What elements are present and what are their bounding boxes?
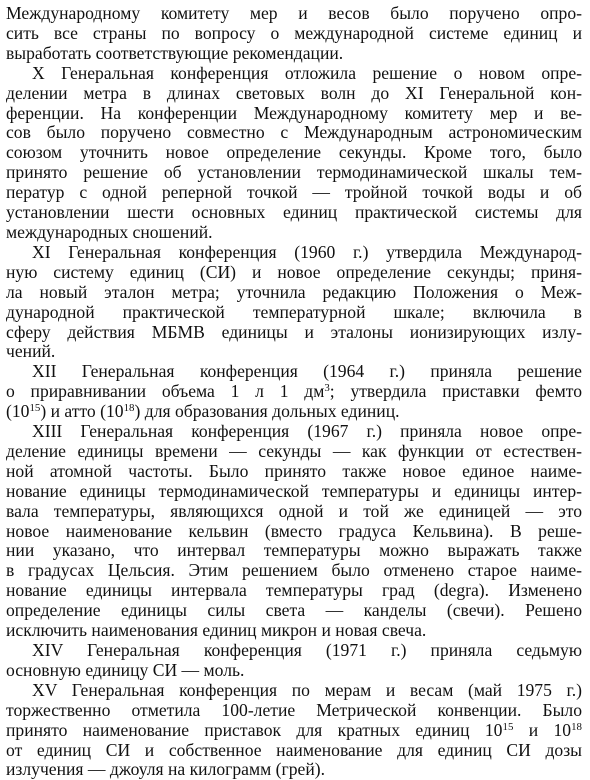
text-line: нии указано, что интервал температуры можно выражать также [6, 540, 582, 561]
text-line: выработать соответствующие рекомендации. [6, 42, 344, 63]
text-line: чений. [6, 341, 56, 362]
text-line: новое наименование кельвин (вместо градуса Кельвина). В реше- [6, 520, 582, 541]
text-line: исключить наименования единиц микрон и новая свеча. [6, 620, 427, 641]
text-line: союзом уточнить новое определение секунды. Кроме того, было [6, 142, 582, 163]
text-line: $(10^{15})$ и атто $(10^{18})$ для образования дольных единиц. [6, 401, 400, 422]
paragraph-2 [6, 64, 582, 243]
text-line: от единиц СИ и собственное наименование для единиц СИ дозы [6, 739, 582, 760]
text-line: установлении шести основных единиц практической системы для [6, 202, 582, 223]
paragraph-3 [6, 243, 582, 362]
text-line: ператур с одной реперной точкой — тройной точкой воды и об [6, 182, 582, 203]
text-line: X Генеральная конференция отложила решение о новом опре- [32, 62, 582, 83]
text-line: XIV Генеральная конференция (1971 г.) приняла седьмую [32, 640, 582, 660]
text-line: нование единицы термодинамической температуры и единицы интер- [6, 480, 582, 501]
text-line: ференции. На конференции Международному комитету мер и ве- [6, 102, 582, 123]
text-line: сферу действия МБМВ единицы и эталоны ионизирующих излу- [6, 321, 582, 342]
text-line: дународной практической температурной шкале; включила в [6, 301, 582, 322]
text-line: ной атомной частоты. Было принято также новое единое наиме- [6, 460, 582, 481]
text-line: нование единицы интервала температуры град (degra). Изменено [6, 580, 582, 601]
text-line: сить все страны по вопросу о международной системе единиц и [6, 22, 582, 43]
text-line: XII Генеральная конференция (1964 г.) приняла решение [32, 361, 582, 382]
text-line: сов было поручено совместно с Международным астрономическим [6, 122, 582, 143]
paragraph-5 [6, 422, 582, 641]
paragraph-4 [6, 362, 582, 422]
text-line: определение единицы силы света — канделы (свечи). Решено [6, 600, 582, 621]
text-line: принято наименование приставок для кратных единиц $10^{15}$ и $10^{18}$ [6, 719, 582, 740]
text-line: XIII Генеральная конференция (1967 г.) приняла новое опре- [32, 421, 582, 442]
text-line: XI Генеральная конференция (1960 г.) утвердила Международ- [32, 241, 582, 262]
text-line: ную систему единиц (СИ) и новое определение секунды; приня- [6, 261, 582, 282]
text-line: международных сношений. [6, 221, 213, 242]
text-line: делении метра в длинах световых волн до XI Генеральной кон- [6, 82, 582, 103]
text-line: в градусах Цельсия. Этим решением было отменено старое наиме- [6, 560, 582, 581]
paragraph-7 [6, 681, 582, 780]
text-line: деление единицы времени — секунды — как функции от естествен- [6, 440, 582, 461]
text-line: о приравнивании объема 1 л 1 $дм^3$; утвердила приставки фемто [6, 381, 582, 402]
text-line: вала температуры, являющихся одной и той же единицей — это [6, 500, 582, 521]
text-line: принято решение об установлении термодинамической шкалы тем- [6, 162, 582, 183]
paragraph-6 [6, 641, 582, 681]
text-line: Международному комитету мер и весов было поручено опро- [6, 3, 582, 23]
text-line: XV Генеральная конференция по мерам и весам (май 1975 г.) [32, 679, 582, 700]
text-line: ла новый эталон метра; уточнила редакцию Положения о Меж- [6, 281, 582, 302]
paragraph-1 [6, 4, 582, 64]
text-line: основную единицу СИ — моль. [6, 659, 245, 680]
text-line: торжественно отметила 100-летие Метрической конвенции. Было [6, 699, 582, 720]
text-line: излучения — джоуля на килограмм (грей). [6, 759, 326, 780]
